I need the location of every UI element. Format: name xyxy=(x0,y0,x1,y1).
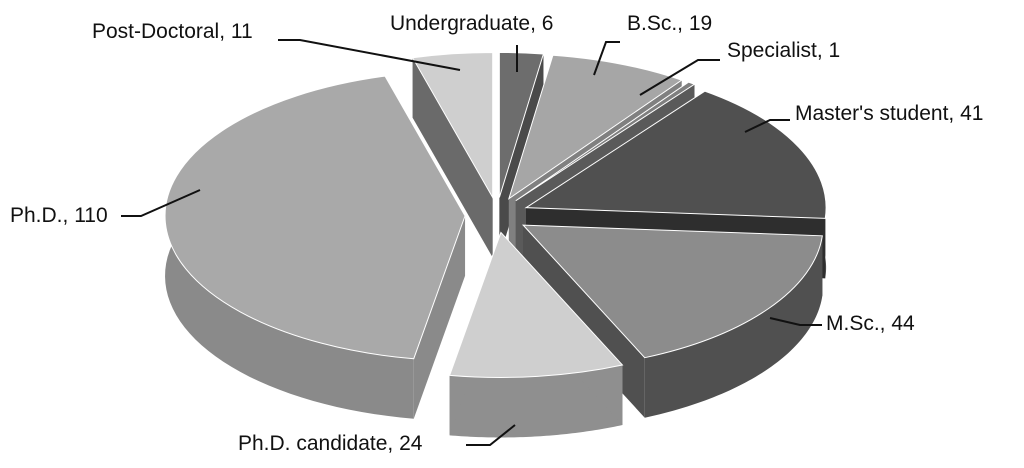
slice-label: Ph.D. candidate, 24 xyxy=(238,432,423,455)
slice-label: Undergraduate, 6 xyxy=(390,12,554,35)
pie-slices xyxy=(165,52,826,437)
slice-label: Master's student, 41 xyxy=(795,102,984,125)
slice-label: Specialist, 1 xyxy=(727,39,841,62)
slice-label: Post-Doctoral, 11 xyxy=(92,20,253,43)
slice-label: M.Sc., 44 xyxy=(826,312,915,335)
slice-label: B.Sc., 19 xyxy=(627,12,713,35)
slice-label: Ph.D., 110 xyxy=(10,204,108,227)
